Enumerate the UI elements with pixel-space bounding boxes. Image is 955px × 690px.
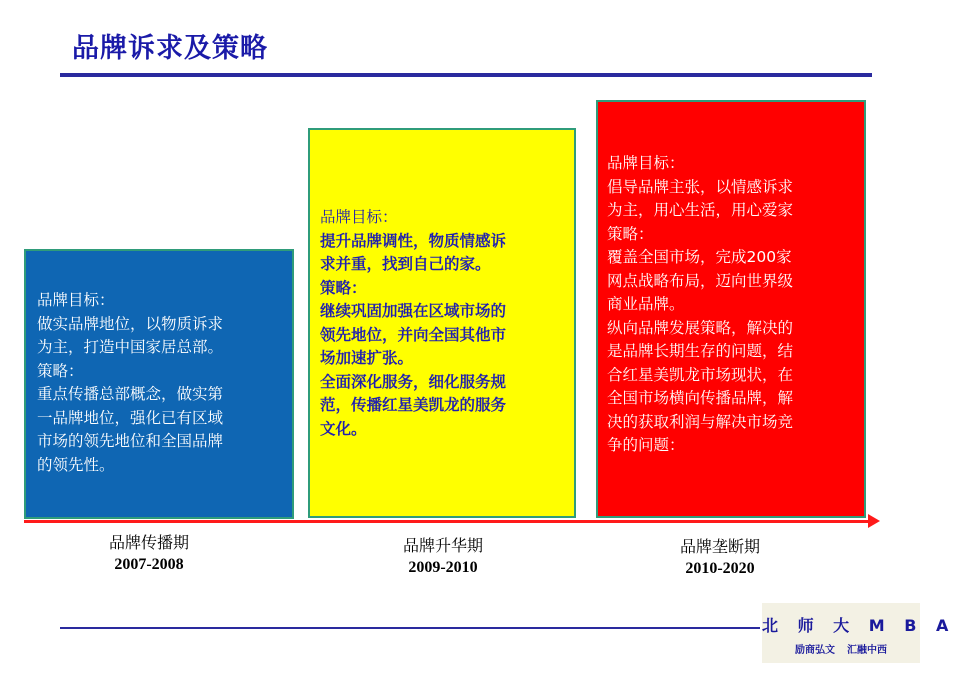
phase-1-text-line: 策略： [37,361,84,380]
mba-logo [762,603,955,663]
phase-2-text-line: 领先地位，并向全国其他市 [320,325,507,344]
phase-3-text-line: 品牌目标： [607,154,685,172]
phase-2-name: 品牌升华期 [402,536,483,555]
phase-1-years: 2007-2008 [114,556,184,573]
phase-2-text-line: 场加速扩张。 [320,349,414,367]
timeline-line [24,520,874,523]
phase-2-text-line: 策略： [320,278,367,297]
phase-3-text-line: 合红星美凯龙市场现状，在 [607,365,794,384]
phase-3-text-line: 全国市场横向传播品牌，解 [607,389,794,407]
phase-1-box [24,249,294,519]
phase-3-text-line: 争的问题： [607,436,685,454]
footer-rule [60,627,760,629]
phase-3-text-line: 商业品牌。 [607,295,685,313]
page-title: 品牌诉求及策略 [72,33,268,64]
phase-1-text-line: 市场的领先地位和全国品牌 [37,432,224,450]
phase-3-text-line: 纵向品牌发展策略，解决的 [607,318,794,337]
phase-2-text-line: 全面深化服务，细化服务规 [320,372,507,391]
logo-slogan [762,641,920,656]
phase-1-text-line: 做实品牌地位，以物质诉求 [37,314,224,333]
phase-3-years: 2010-2020 [685,560,755,577]
phase-2-text-line: 文化。 [320,419,367,438]
logo-main-text: 北 师 大 M B A [762,616,955,635]
phase-2-years: 2009-2010 [408,559,478,576]
phase-3-name: 品牌垄断期 [679,537,760,556]
logo-slogan-left: 励商弘文 [795,645,835,656]
phase-1-text-line: 的领先性。 [37,455,115,474]
phase-1-text-line: 重点传播总部概念，做实第 [37,385,224,403]
arrow-right-icon [868,514,880,528]
phase-1-text-line: 一品牌地位，强化已有区域 [37,408,224,427]
logo-slogan-right: 汇融中西 [847,645,887,656]
phase-3-text-line: 网点战略布局，迈向世界级 [607,271,794,290]
phase-3-text-line: 决的获取利润与解决市场竞 [607,412,794,431]
phase-3-text-line: 覆盖全国市场，完成200家 [607,248,792,266]
phase-3-text-line: 为主，用心生活，用心爱家 [607,201,794,219]
phase-3-box [596,100,866,518]
phase-1-label [49,532,249,576]
phase-1-text-line: 为主，打造中国家居总部。 [37,338,224,356]
phase-2-box [308,128,576,518]
phase-2-text-line: 范，传播红星美凯龙的服务 [320,396,507,414]
phase-2-text-line: 品牌目标： [320,208,398,226]
phase-1-name: 品牌传播期 [108,533,189,552]
phase-2-text-line: 求并重，找到自己的家。 [320,255,491,273]
phase-3-label [620,536,820,580]
phase-1-text-line: 品牌目标： [37,291,115,309]
title-underline [60,73,872,77]
phase-3-text-line: 是品牌长期生存的问题，结 [607,342,794,360]
phase-3-text-line: 策略： [607,224,654,243]
phase-3-text-line: 倡导品牌主张，以情感诉求 [607,177,794,196]
phase-2-label [343,535,543,579]
phase-2-text-line: 提升品牌调性，物质情感诉 [320,231,507,250]
phase-2-text-line: 继续巩固加强在区域市场的 [320,302,507,320]
